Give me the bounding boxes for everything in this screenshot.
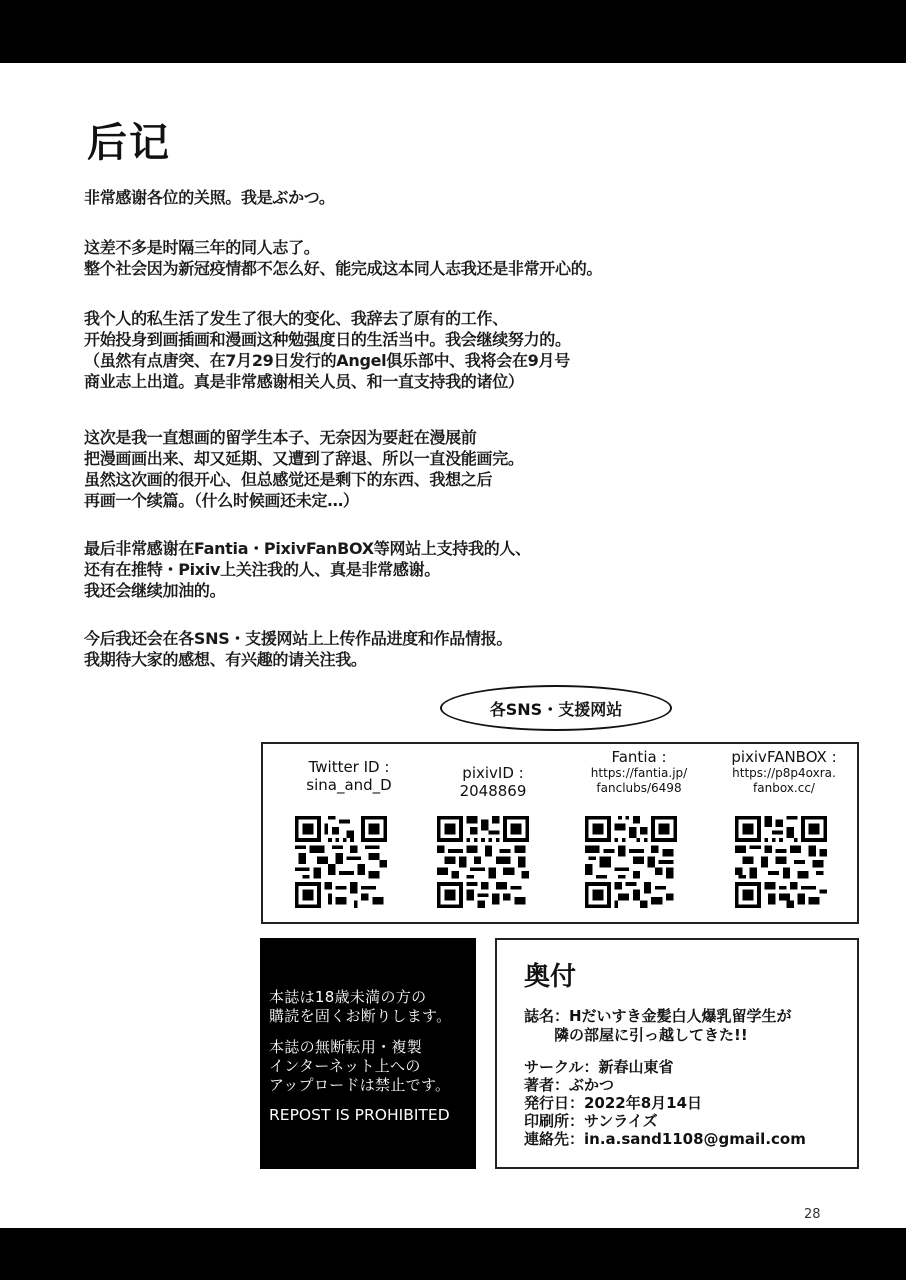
sns-fantia	[569, 748, 709, 796]
notice-text	[269, 988, 451, 1095]
fantia-label: Fantia :	[611, 748, 667, 766]
text-line: 把漫画画出来、却又延期、又遭到了辞退、所以一直没能画完。	[84, 449, 524, 468]
circle-name: サークル：新春山東省	[524, 1058, 674, 1076]
text-line: 这次是我一直想画的留学生本子、无奈因为要赶在漫展前	[84, 428, 477, 447]
book-title-continued: 隣の部屋に引っ越してきた!!	[554, 1026, 748, 1044]
fanbox-qr-code-icon[interactable]	[733, 816, 829, 908]
text-line: 我个人的私生活了发生了很大的变化、我辞去了原有的工作、	[84, 309, 508, 328]
notice-line: アップロードは禁止です。	[269, 1076, 451, 1094]
text-line: 再画一个续篇。（什么时候画还未定…）	[84, 491, 359, 510]
fanbox-url-1[interactable]: https://p8p4oxra.	[732, 766, 836, 780]
twitter-label: Twitter ID :	[308, 758, 390, 776]
text-line: 我期待大家的感想、有兴趣的请关注我。	[84, 650, 367, 669]
paragraph-4	[84, 427, 524, 511]
sns-pixiv	[423, 764, 563, 800]
paragraph-2	[84, 237, 602, 279]
text-line: 虽然这次画的很开心、但总感觉还是剩下的东西、我想之后	[84, 470, 493, 489]
sns-heading-badge: 各SNS・支援网站	[440, 685, 672, 731]
document-page	[0, 63, 906, 1228]
age-restriction-notice	[260, 938, 476, 1169]
pixiv-label: pixivID :	[462, 764, 524, 782]
fanbox-url-2[interactable]: fanbox.cc/	[753, 781, 815, 795]
pixiv-id: 2048869	[459, 782, 527, 800]
pixiv-qr-code-icon[interactable]	[435, 816, 531, 908]
printer-name: 印刷所：サンライズ	[524, 1112, 658, 1130]
sns-twitter	[279, 758, 419, 794]
release-date: 発行日：2022年8月14日	[524, 1094, 703, 1112]
colophon-box	[495, 938, 859, 1169]
sns-accounts-box	[261, 742, 859, 924]
fanbox-label: pixivFANBOX :	[731, 748, 837, 766]
twitter-id: sina_and_D	[306, 776, 392, 794]
book-title: 誌名：Hだいすき金髪白人爆乳留学生が	[524, 1007, 792, 1025]
twitter-qr-code-icon[interactable]	[293, 816, 389, 908]
notice-line: 本誌の無断転用・複製	[269, 1038, 423, 1056]
fantia-url-1[interactable]: https://fantia.jp/	[590, 766, 688, 780]
notice-line: インターネット上への	[269, 1057, 421, 1075]
paragraph-5	[84, 538, 531, 601]
text-line: 最后非常感谢在Fantia・PixivFanBOX等网站上支持我的人、	[84, 539, 531, 558]
notice-line: 本誌は18歳未満の方の	[269, 988, 427, 1006]
page-title: 后记	[87, 120, 171, 166]
top-black-bar	[0, 0, 906, 63]
text-line: 非常感谢各位的关照。我是ぶかつ。	[84, 188, 335, 207]
author-name: 著者：ぶかつ	[524, 1076, 615, 1094]
contact-email[interactable]: 連絡先：in.a.sand1108@gmail.com	[524, 1130, 806, 1148]
text-line: （虽然有点唐突、在7月29日发行的Angel俱乐部中、我将会在9月号	[84, 351, 570, 370]
paragraph-3	[84, 308, 571, 392]
text-line: 我还会继续加油的。	[84, 581, 226, 600]
text-line: 商业志上出道。真是非常感谢相关人员、和一直支持我的诸位）	[84, 372, 524, 391]
bottom-black-bar	[0, 1228, 906, 1280]
colophon-title: 奥付	[524, 962, 577, 992]
fantia-qr-code-icon[interactable]	[583, 816, 679, 908]
paragraph-1	[84, 187, 335, 208]
text-line: 整个社会因为新冠疫情都不怎么好、能完成这本同人志我还是非常开心的。	[84, 259, 603, 278]
paragraph-6	[84, 628, 512, 670]
page-number: 28	[804, 1207, 821, 1222]
text-line: 还有在推特・Pixiv上关注我的人、真是非常感谢。	[84, 560, 440, 579]
text-line: 今后我还会在各SNS・支援网站上上传作品进度和作品情报。	[84, 629, 513, 648]
notice-line: 購読を固くお断りします。	[269, 1007, 452, 1025]
text-line: 这差不多是时隔三年的同人志了。	[84, 238, 320, 257]
repost-prohibited-text: REPOST IS PROHIBITED	[269, 1106, 450, 1124]
sns-fanbox	[709, 748, 859, 796]
fantia-url-2[interactable]: fanclubs/6498	[596, 781, 682, 795]
text-line: 开始投身到画插画和漫画这种勉强度日的生活当中。我会继续努力的。	[84, 330, 571, 349]
